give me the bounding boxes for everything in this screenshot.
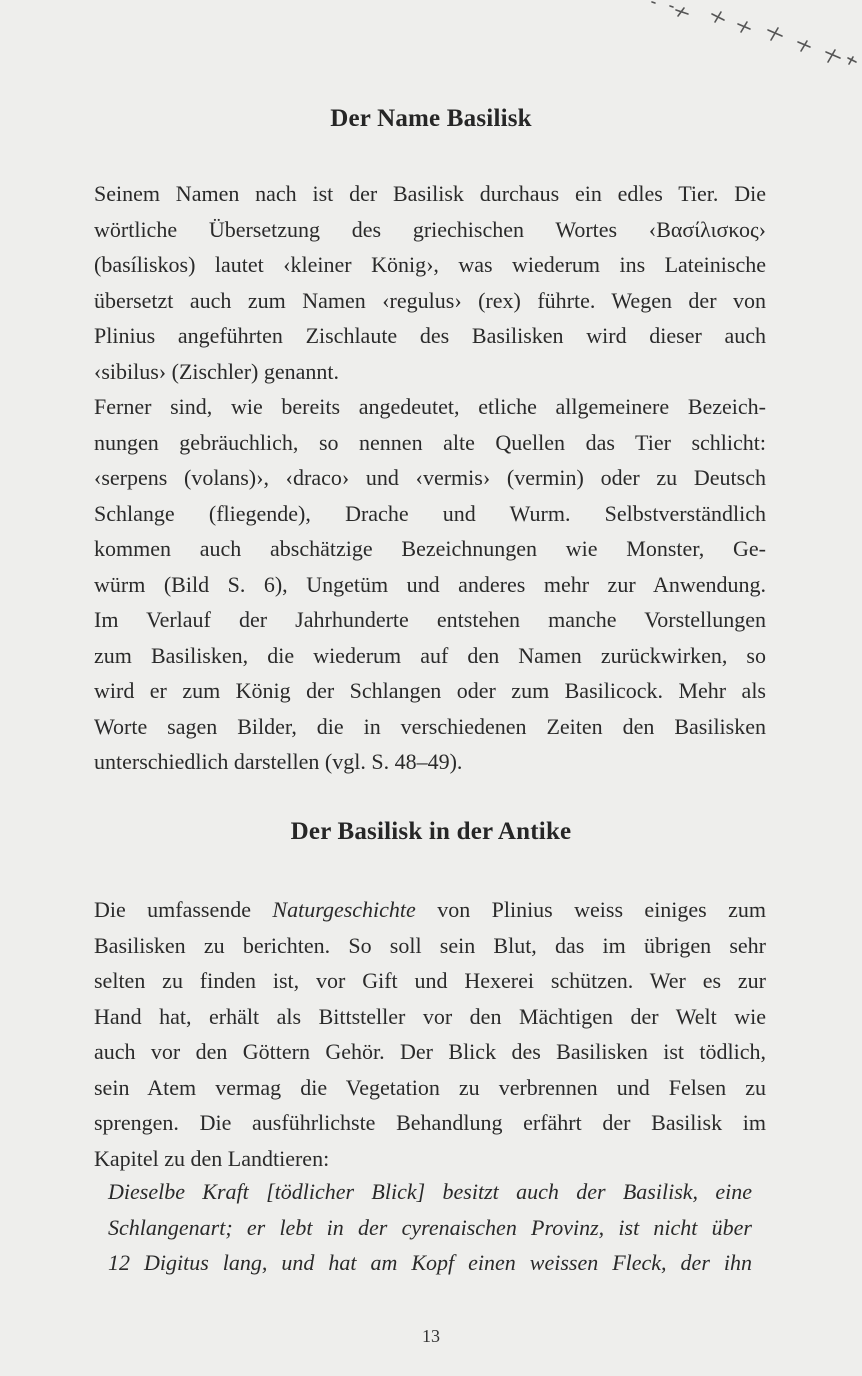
quote-line: Dieselbe Kraft [tödlicher Blick] besitzt auch der Basilisk, eine	[108, 1179, 752, 1204]
text-line: ‹serpens (volans)›, ‹draco› und ‹vermis› (vermin) oder zu Deutsch	[94, 465, 766, 490]
intro-text: von Plinius weiss einiges zum	[437, 897, 766, 922]
text-line: auch vor den Göttern Gehör. Der Blick des Basilisken ist tödlich,	[94, 1039, 766, 1064]
text-line: selten zu finden ist, vor Gift und Hexerei schützen. Wer es zur	[94, 968, 766, 993]
text-line: nungen gebräuchlich, so nennen alte Quellen das Tier schlicht:	[94, 429, 766, 455]
text-line: unterschiedlich darstellen (vgl. S. 48–49).	[94, 749, 463, 774]
text-line: Im Verlauf der Jahrhunderte entstehen manche Vorstellungen	[94, 607, 766, 632]
block-quote	[94, 1174, 752, 1281]
quote-line: 12 Digitus lang, und hat am Kopf einen weissen Fleck, der ihn	[108, 1250, 752, 1275]
text-line: sein Atem vermag die Vegetation zu verbrennen und Felsen zu	[94, 1074, 766, 1100]
body-paragraph	[94, 892, 766, 1176]
text-line: wird er zum König der Schlangen oder zum Basilicock. Mehr als	[94, 678, 766, 703]
flying-birds-illustration	[612, 0, 862, 75]
text-line: Schlange (fliegende), Drache und Wurm. Selbstverständlich	[94, 500, 766, 526]
text-line: Kapitel zu den Landtieren:	[94, 1145, 330, 1171]
text-line: wörtliche Übersetzung des griechischen Wortes ‹Βασίλισκος›	[94, 216, 766, 242]
intro-text: Die umfassende	[94, 897, 252, 922]
text-line: würm (Bild S. 6), Ungetüm und anderes mehr zur Anwendung.	[94, 571, 766, 597]
text-line: übersetzt auch zum Namen ‹regulus› (rex) führte. Wegen der von	[94, 287, 766, 313]
text-line: ‹sibilus› (Zischler) genannt.	[94, 358, 339, 384]
text-line: Plinius angeführten Zischlaute des Basilisken wird dieser auch	[94, 323, 766, 348]
text-line: Hand hat, erhält als Bittsteller vor den Mächtigen der Welt wie	[94, 1003, 766, 1029]
text-line: kommen auch abschätzige Bezeichnungen wie Monster, Ge-	[94, 536, 766, 561]
body-paragraph	[94, 176, 766, 780]
page-number: 13	[422, 1326, 440, 1346]
book-title: Naturgeschichte	[272, 897, 416, 922]
text-line: zum Basilisken, die wiederum auf den Namen zurückwirken, so	[94, 642, 766, 668]
text-line: Worte sagen Bilder, die in verschiedenen Zeiten den Basilisken	[94, 713, 766, 739]
text-line: (basíliskos) lautet ‹kleiner König›, was wiederum ins Lateinische	[94, 252, 766, 277]
text-line: sprengen. Die ausführlichste Behandlung erfährt der Basilisk im	[94, 1110, 766, 1135]
text-line: Ferner sind, wie bereits angedeutet, etliche allgemeinere Bezeich-	[94, 394, 766, 419]
section-heading: Der Basilisk in der Antike	[290, 818, 572, 845]
text-line	[94, 892, 766, 928]
text-line: Seinem Namen nach ist der Basilisk durchaus ein edles Tier. Die	[94, 181, 766, 206]
text-line: Basilisken zu berichten. So soll sein Blut, das im übrigen sehr	[94, 932, 766, 958]
section-heading: Der Name Basilisk	[330, 105, 532, 132]
quote-line: Schlangenart; er lebt in der cyrenaischen Provinz, ist nicht über	[108, 1214, 752, 1240]
